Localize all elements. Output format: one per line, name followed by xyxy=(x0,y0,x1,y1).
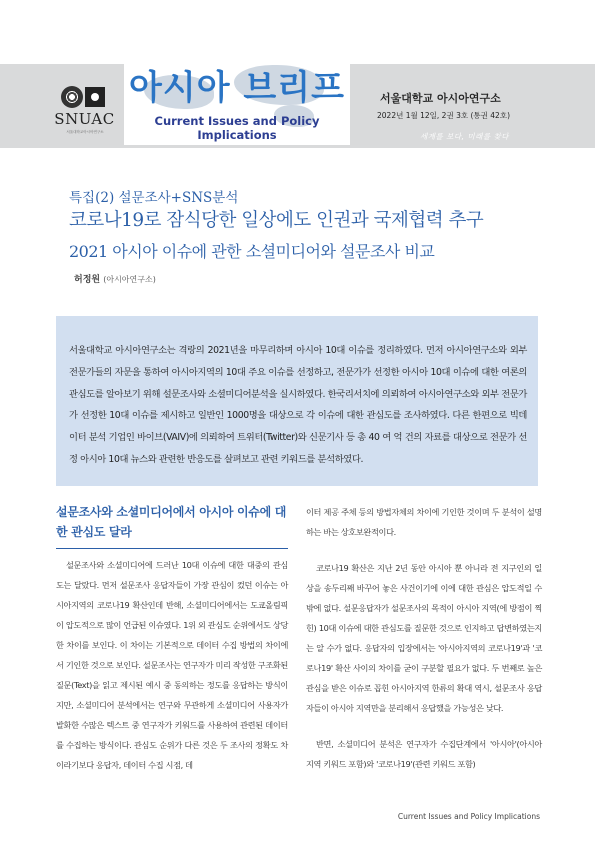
body-paragraph: 코로나19 확산은 지난 2년 동안 아시아 뿐 아니라 전 지구인의 일상을 송두리째 바꾸어 놓은 사건이기에 이에 대한 관심은 압도적일 수 밖에 없다. 설문응답자가 설문조사의 목적이 아시아 지역(에 방점이 찍힌) 10대 이슈에 대한 관심도를 질문한 것으로 인지하고 답변하였는지는 알 수가 없다. 응답자의 입장에서는 '아시아지역의 코로나19'과 '코로나19' 확산 사이의 차이를 굳이 구분할 필요가 없다. 두 번째로 높은 관심을 받은 이슈로 꼽힌 아시아지역 한류의 확대 역시, 설문조사 응답자들이 아시아 지역만을 분리해서 응답했을 가능성은 낮다. xyxy=(306,563,542,713)
slogan: 세계를 보다, 미래를 찾다 xyxy=(420,132,509,141)
article-kicker: 특집(2) 설문조사+SNS분석 xyxy=(69,190,239,206)
section-divider xyxy=(56,548,288,549)
snuac-logo xyxy=(47,72,122,148)
abstract-text: 서울대학교 아시아연구소는 격랑의 2021년을 마무리하며 아시아 10대 이슈를 정리하였다. 먼저 아시아연구소와 외부 전문가들의 자문을 통하여 아시아지역의 10대 주요 이슈를 선정하고, 전문가가 선정한 아시아 10대 이슈에 대한 여론의 관심도를 알아보기 위해 설문조사와 소셜미디어분석을 실시하였다. 한국리서치에 의뢰하여 아시아연구소와 외부 전문가가 선정한 10대 이슈를 제시하고 일반인 1000명을 대상으로 각 이슈에 대한 관심도를 조사하였다. 다른 한편으로 빅데이터 분석 기업인 바이브(VAIV)에 의뢰하여 트위터(Twitter)와 신문기사 등 총 40 여 억 건의 자료를 대상으로 전문가 선정 아시아 10대 뉴스와 관련한 반응도를 살펴보고 관련 키워드를 분석하였다. xyxy=(69,345,527,465)
author xyxy=(74,272,156,285)
institute-emblem-icon xyxy=(85,87,105,107)
right-column xyxy=(306,502,542,790)
section-title: 설문조사와 소셜미디어에서 아시아 이슈에 대한 관심도 달라 xyxy=(56,505,287,539)
author-name: 허정원 xyxy=(74,275,101,285)
institution-name: 서울대학교 아시아연구소 xyxy=(380,92,501,105)
author-affiliation: (아시아연구소) xyxy=(103,275,156,284)
logo-subtext: 서울대학교아시아연구소 xyxy=(66,130,104,134)
left-column xyxy=(56,502,288,775)
issue-info: 2022년 1월 12일, 2권 3호 (통권 42호) xyxy=(377,111,510,120)
brand-title: 아시아 브리프 xyxy=(129,68,345,108)
body-paragraph: 반면, 소셜미디어 분석은 연구자가 수집단계에서 '아시아'(아시아 지역 키워드 포함)와 '코로나19'(관련 키워드 포함) xyxy=(306,739,542,769)
footer-text: Current Issues and Policy Implications xyxy=(397,812,540,821)
university-seal-icon xyxy=(61,86,83,108)
article-subheadline: 2021 아시아 이슈에 관한 소셜미디어와 설문조사 비교 xyxy=(69,242,435,261)
logo-text: SNUAC xyxy=(54,110,115,128)
body-paragraph: 이터 제공 주체 등의 방법자체의 차이에 기인한 것이며 두 분석이 설명하는 바는 상호보완적이다. xyxy=(306,507,542,537)
body-paragraph: 설문조사와 소셜미디어에 드러난 10대 이슈에 대한 대중의 관심도는 달랐다. 먼저 설문조사 응답자들이 가장 관심이 컸던 이슈는 아시아지역의 코로나19 확산인데 반해, 소셜미디어에서는 도쿄올림픽이 압도적으로 많이 언급된 이슈였다. 1위 외 관심도 순위에서도 상당한 차이를 보인다. 이 차이는 기본적으로 데이터 수집 방법의 차이에서 기인한 것으로 보인다. 설문조사는 연구자가 미리 작성한 구조화된 질문(Text)을 읽고 제시된 예시 중 동의하는 정도를 응답하는 방식이지만, 소셜미디어 분석에서는 연구와 무관하게 소셜미디어 사용자가 발화한 수많은 텍스트 중 연구자가 키워드를 사용하여 관련된 데이터를 수집하는 방식이다. 관심도 순위가 다른 것은 두 조사의 정확도 차이라기보다 응답자, 데이터 수집 시점, 데 xyxy=(56,560,288,770)
brand-panel xyxy=(124,57,350,145)
brand-subtitle: Current Issues and Policy Implications xyxy=(154,114,320,142)
article-headline: 코로나19로 잠식당한 일상에도 인권과 국제협력 추구 xyxy=(69,210,484,231)
